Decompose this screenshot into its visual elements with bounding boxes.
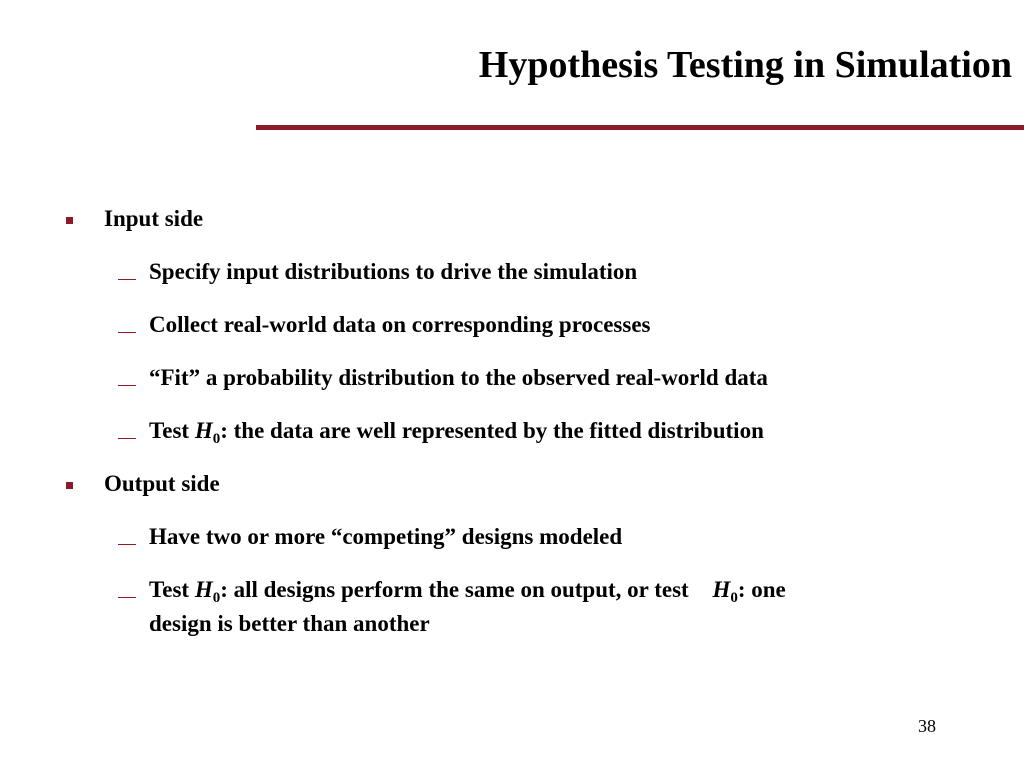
test-prefix: Test [149, 418, 195, 443]
test-statement-end: : one [737, 577, 786, 602]
dash-bullet-icon [118, 597, 136, 598]
hypothesis-subscript: 0 [730, 590, 738, 606]
bullet-input-side: Input side [104, 206, 204, 231]
sub-bullet-competing-designs: Have two or more “competing” designs modeled [149, 524, 623, 549]
sub-bullet-test-output-continuation: design is better than another [149, 611, 430, 636]
test-statement: : all designs perform the same on output, or test [220, 577, 695, 602]
bullet-output-side: Output side [104, 471, 220, 496]
test-statement: : the data are well represented by the fitted distribution [220, 418, 764, 443]
dash-bullet-icon [118, 385, 136, 386]
slide-title: Hypothesis Testing in Simulation [478, 44, 1012, 86]
hypothesis-subscript: 0 [212, 590, 221, 606]
dash-bullet-icon [118, 279, 136, 280]
square-bullet-icon [66, 482, 73, 489]
sub-bullet-collect-data: Collect real-world data on corresponding processes [149, 312, 651, 337]
page-number: 38 [918, 716, 936, 736]
dash-bullet-icon [118, 544, 136, 545]
dash-bullet-icon [118, 438, 136, 439]
square-bullet-icon [66, 217, 73, 224]
hypothesis-subscript: 0 [212, 431, 221, 447]
sub-bullet-test-input [149, 414, 764, 456]
hypothesis-symbol: H [712, 577, 731, 602]
sub-bullet-specify-input: Specify input distributions to drive the simulation [149, 259, 638, 284]
hypothesis-symbol: H [194, 418, 213, 443]
sub-bullet-fit-distribution: “Fit” a probability distribution to the observed real-world data [149, 365, 768, 390]
hypothesis-symbol: H [194, 577, 213, 602]
test-prefix: Test [149, 577, 195, 602]
dash-bullet-icon [118, 332, 136, 333]
